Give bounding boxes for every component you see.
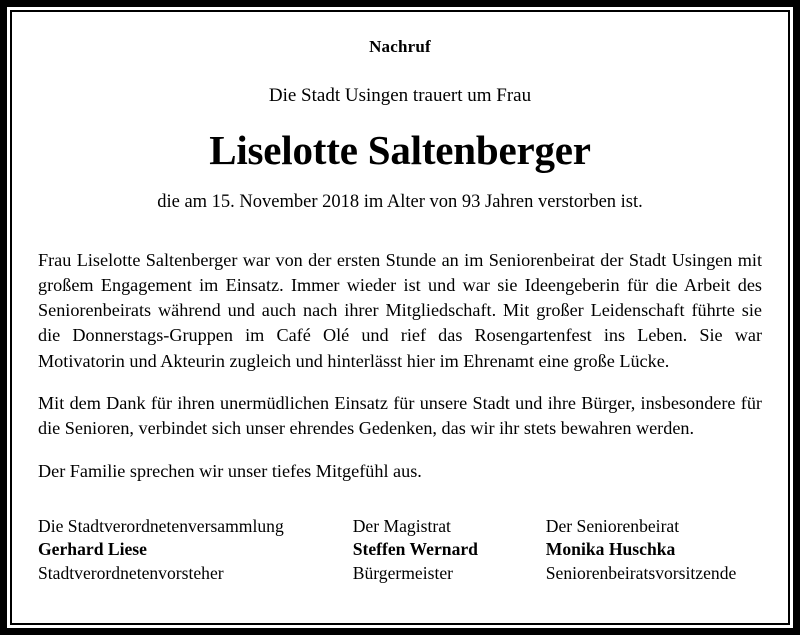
signature-block [38, 515, 762, 586]
signature-column [353, 515, 546, 586]
signature-person: Monika Huschka [545, 539, 676, 560]
signature-column [38, 515, 353, 586]
body-paragraph: Frau Liselotte Saltenberger war von der ersten Stunde an im Seniorenbeirat der Stadt Usingen mit großem Engagement im Einsatz. Immer wieder ist und war sie Ideengeberin für die Arbeit des Seniorenbeirats während und auch nach ihrer Mitgliedschaft. Mit großer Leidenschaft führte sie die Donnerstags-Gruppen im Café Olé und rief das Rosengartenfest ins Leben. Sie war Motivatorin und Akteurin zugleich und hinterlässt hier im Ehrenamt eine große Lücke. [38, 249, 762, 371]
signature-person: Steffen Wernard [352, 539, 478, 560]
lead-line: Die Stadt Usingen trauert um Frau [268, 85, 532, 106]
signature-person: Gerhard Liese [38, 539, 147, 560]
death-date-line: die am 15. November 2018 im Alter von 93 Jahren verstorben ist. [157, 192, 643, 212]
signature-body: Der Magistrat [352, 515, 451, 536]
notice-heading: Nachruf [369, 37, 431, 56]
signature-body: Der Seniorenbeirat [545, 515, 680, 536]
signature-role: Seniorenbeiratsvorsitzende [545, 562, 737, 583]
signature-body: Die Stadtverordnetenversammlung [38, 515, 284, 536]
signature-role: Stadtverordnetenvorsteher [38, 562, 224, 583]
deceased-name: Liselotte Saltenberger [209, 127, 591, 173]
body-paragraph: Mit dem Dank für ihren unermüdlichen Einsatz für unsere Stadt und ihre Bürger, insbesondere für die Senioren, verbindet sich unser ehrendes Gedenken, das wir ihr stets bewahren werden. [38, 392, 762, 439]
body-paragraph: Der Familie sprechen wir unser tiefes Mitgefühl aus. [38, 460, 422, 481]
signature-role: Bürgermeister [352, 562, 454, 583]
notice-content [12, 12, 788, 623]
signature-column [546, 515, 762, 586]
notice-body [38, 248, 762, 484]
